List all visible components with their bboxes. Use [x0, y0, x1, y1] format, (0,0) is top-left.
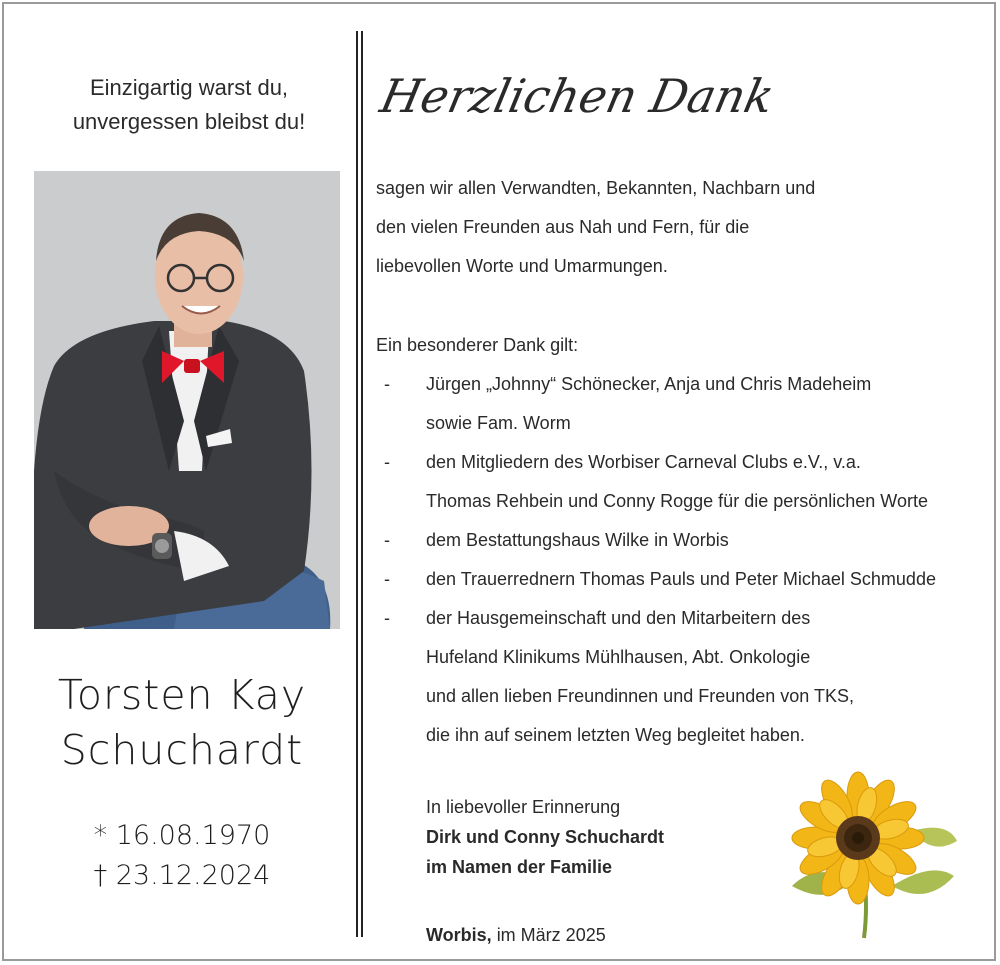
- obituary-card: [2, 2, 996, 961]
- list-item-line: und allen lieben Freundinnen und Freunden von TKS,: [426, 686, 854, 706]
- heading-script: [374, 56, 779, 136]
- intro-line-1: sagen wir allen Verwandten, Bekannten, Nachbarn und: [376, 178, 816, 198]
- list-dash: -: [384, 374, 390, 394]
- death-date: † 23.12.2024: [93, 860, 271, 891]
- motto-line-2: unvergessen bleibst du!: [72, 109, 306, 134]
- motto: [24, 71, 354, 139]
- closing-block: [426, 792, 786, 882]
- intro-line-2: den vielen Freunden aus Nah und Fern, für die: [376, 217, 750, 237]
- intro-line-3: liebevollen Worte und Umarmungen.: [376, 256, 668, 276]
- signature-line-2: im Namen der Familie: [426, 857, 613, 877]
- list-item-line: dem Bestattungshaus Wilke in Worbis: [426, 530, 729, 550]
- list-item: [376, 599, 996, 755]
- portrait-illustration: [34, 171, 340, 629]
- place-and-date: [426, 920, 786, 950]
- portrait-photo: [34, 171, 340, 629]
- closing-text: In liebevoller Erinnerung: [426, 797, 621, 817]
- list-item-line: Thomas Rehbein und Conny Rogge für die persönlichen Worte: [426, 491, 928, 511]
- motto-line-1: Einzigartig warst du,: [89, 75, 289, 100]
- birth-date: * 16.08.1970: [93, 820, 271, 851]
- place-name: Worbis,: [426, 925, 492, 945]
- list-item-line: den Trauerrednern Thomas Pauls und Peter Michael Schmudde: [426, 569, 936, 589]
- right-column: [374, 4, 994, 959]
- left-column: [4, 4, 360, 959]
- thanks-heading: Ein besonderer Dank gilt:: [376, 335, 579, 355]
- list-item: [376, 365, 996, 443]
- sunflower-icon: [772, 766, 962, 941]
- list-item: [376, 443, 996, 521]
- double-divider-line: [356, 31, 363, 937]
- sunflower-illustration: [772, 766, 962, 941]
- list-item-line: der Hausgemeinschaft und den Mitarbeitern des: [426, 608, 811, 628]
- life-dates: [24, 816, 340, 896]
- date-text: im März 2025: [496, 925, 606, 945]
- list-item-line: Hufeland Klinikums Mühlhausen, Abt. Onkologie: [426, 647, 811, 667]
- list-dash: -: [384, 530, 390, 550]
- heading: [374, 56, 779, 136]
- list-item: [376, 560, 996, 599]
- name-line-1: Torsten Kay: [57, 671, 307, 719]
- heading-text: Herzlichen Dank: [375, 69, 779, 123]
- list-dash: -: [384, 569, 390, 589]
- deceased-name: [24, 668, 340, 778]
- list-item-line: die ihn auf seinem letzten Weg begleitet haben.: [426, 725, 805, 745]
- signature-line-1: Dirk und Conny Schuchardt: [426, 827, 665, 847]
- list-dash: -: [384, 452, 390, 472]
- list-item-line: sowie Fam. Worm: [426, 413, 571, 433]
- list-item-line: den Mitgliedern des Worbiser Carneval Clubs e.V., v.a.: [426, 452, 861, 472]
- list-item: [376, 521, 996, 560]
- intro-paragraph: [376, 169, 976, 286]
- thanks-list: [376, 365, 996, 755]
- list-item-line: Jürgen „Johnny“ Schönecker, Anja und Chris Madeheim: [426, 374, 872, 394]
- name-line-2: Schuchardt: [60, 726, 304, 774]
- list-dash: -: [384, 608, 390, 628]
